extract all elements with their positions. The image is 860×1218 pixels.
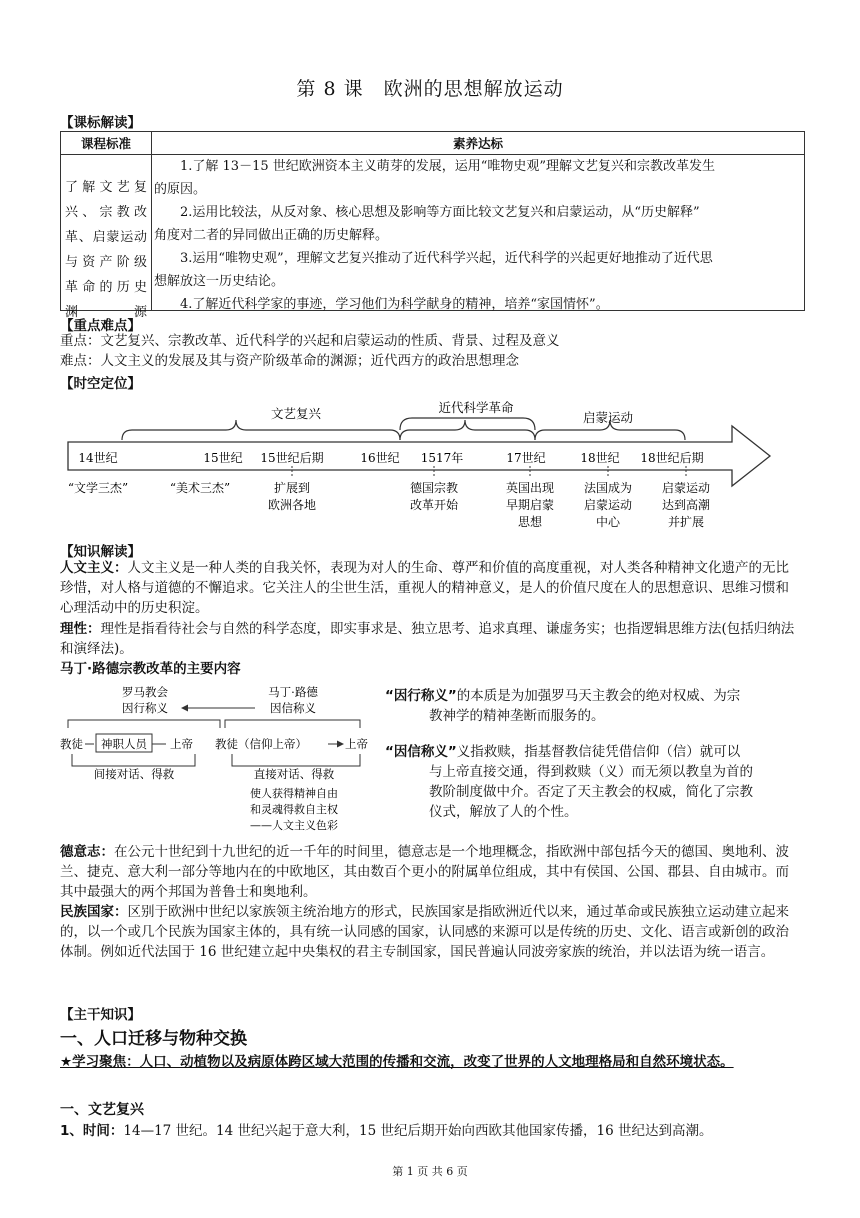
- timeline-event-label: 并扩展: [667, 515, 705, 529]
- curriculum-table: [60, 131, 805, 320]
- luther-note-3: ——人文主义色彩: [250, 819, 338, 832]
- timeline-event-label: “美术三杰”: [169, 481, 231, 495]
- timeline-event-label: 早期启蒙: [505, 498, 555, 512]
- timeline-tick-label: 17世纪: [506, 451, 546, 465]
- time-paragraph: [60, 1121, 802, 1141]
- table-right-line: 1.了解 13－15 世纪欧洲资本主义萌芽的发展，运用“唯物史观”理解文艺复兴和宗教改革发生: [154, 159, 716, 174]
- yinxin-line-1: 义指救赎，指基督教信徒凭借信仰（信）就可以: [456, 744, 741, 760]
- timeline-event-label: 扩展到: [273, 481, 311, 495]
- yinxing-term: “因行称义”: [385, 688, 457, 704]
- deyizhi-text: 在公元十世纪到十九世纪的近一千年的时间里，德意志是一个地理概念，指欧洲中部包括今天的德国、奥地利、波兰、捷克、意大利一部分等地内在的中欧地区，其由数百个更小的附属单位组成，其中有侯国、公国、郡县、自由城市。而其中最强大的两个邦国为普鲁士和奥地利。: [60, 844, 789, 900]
- heading-wenyi: 一、文艺复兴: [60, 1102, 144, 1118]
- brace-label-wenyi: 文艺复兴: [270, 406, 322, 421]
- section-zhugan: 【主干知识】: [60, 1007, 141, 1023]
- timeline-tick-label: 15世纪: [203, 451, 243, 465]
- table-right-line: 4.了解近代科学家的事迹，学习他们为科学献身的精神，培养“家国情怀”。: [154, 297, 609, 312]
- yinxin-line-2: 与上帝直接交通，得到救赎（义）而无须以教皇为首的: [429, 764, 753, 780]
- table-right-line: 的原因。: [154, 182, 207, 197]
- luther-right-jiaotu: 教徒（信仰上帝）: [215, 737, 307, 751]
- yinxin-line-4: 仪式，解放了人的个性。: [429, 804, 578, 820]
- lixing-paragraph: [60, 619, 802, 659]
- brace-label-kexue: 近代科学革命: [438, 400, 514, 415]
- timeline-event-label: 欧洲各地: [267, 498, 317, 512]
- page-footer: 第 1 页 共 6 页: [392, 1165, 468, 1178]
- timeline-event-label: 思想: [517, 515, 543, 529]
- timeline-event-label: 达到高潮: [661, 498, 711, 512]
- timeline-event-label: “文学三杰”: [67, 481, 129, 495]
- yinxing-line-2: 教神学的精神垄断而服务的。: [429, 708, 605, 724]
- heading-renkou: 一、人口迁移与物种交换: [60, 1029, 247, 1049]
- luther-left-bottom: 间接对话、得救: [93, 767, 175, 781]
- timeline-event-label: 德国宗教: [409, 481, 459, 495]
- lixing-text: 理性是指看待社会与自然的科学态度，即实事求是、独立思考、追求真理、谦虚务实；也指逻辑思维方法(包括归纳法和演绎法)。: [60, 621, 795, 657]
- brace-kexue: [400, 420, 535, 440]
- timeline-event-label: 启蒙运动: [583, 498, 633, 512]
- timeline-tick-label: 18世纪后期: [640, 451, 704, 465]
- luther-right-top-1: 马丁·路德: [268, 685, 318, 699]
- deyizhi-term: 德意志：: [60, 844, 114, 860]
- table-head-right: 素养达标: [152, 132, 805, 155]
- table-right-line: 角度对二者的异同做出正确的历史解释。: [154, 228, 389, 243]
- table-right-line: 3.运用“唯物史观”，理解文艺复兴推动了近代科学兴起，近代科学的兴起更好地推动了近代思: [154, 251, 713, 266]
- yinxin-block: [385, 742, 803, 822]
- minzu-paragraph: [60, 902, 802, 962]
- timeline-event-label: 中心: [595, 515, 621, 529]
- luther-heading: 马丁·路德宗教改革的主要内容: [60, 661, 241, 677]
- yinxin-line-3: 教阶制度做中介。否定了天主教会的权威，简化了宗教: [429, 784, 753, 800]
- focus-text: ★学习聚焦：人口、动植物以及病原体跨区域大范围的传播和交流，改变了世界的人文地理格局和自然环境状态。: [60, 1054, 734, 1070]
- minzu-term: 民族国家：: [60, 904, 128, 920]
- table-left-line: 兴、宗教改: [65, 205, 147, 220]
- time-label: 1、时间：: [60, 1123, 124, 1139]
- timeline-tick-label: 16世纪: [360, 451, 400, 465]
- zhongdian-text: 重点：文艺复兴、宗教改革、近代科学的兴起和启蒙运动的性质、背景、过程及意义: [60, 333, 560, 349]
- timeline-event-label: 法国成为: [583, 481, 633, 495]
- timeline-event-label: 英国出现: [505, 481, 555, 495]
- yinxing-line-1: 的本质是为加强罗马天主教会的绝对权威、为宗: [456, 688, 741, 704]
- time-text: 14—17 世纪。14 世纪兴起于意大利，15 世纪后期开始向西欧其他国家传播，16 世纪达到高潮。: [123, 1123, 713, 1139]
- timeline-diagram: [60, 392, 780, 540]
- table-left-line: 与资产阶级: [65, 255, 147, 270]
- renwen-paragraph: [60, 558, 802, 618]
- luther-left-top-2: 因行称义: [122, 701, 168, 715]
- luther-right-god: 上帝: [345, 737, 368, 751]
- luther-note-1: 使人获得精神自由: [250, 787, 338, 800]
- luther-diagram: [60, 682, 380, 832]
- table-right-line: 想解放这一历史结论。: [154, 274, 285, 289]
- timeline-tick-label: 15世纪后期: [260, 451, 324, 465]
- table-left-line: 革、启蒙运动: [65, 230, 147, 245]
- section-zhishi: 【知识解读】: [60, 544, 141, 560]
- table-left-line: 了解文艺复: [65, 180, 147, 195]
- page-title: 第 8 课 欧洲的思想解放运动: [296, 78, 564, 100]
- renwen-text: 人文主义是一种人类的自我关怀，表现为对人的生命、尊严和价值的高度重视，对人类各种精神文化遗产的无比珍惜，对人格与道德的不懈追求。它关注人的尘世生活，重视人的精神意义，是人的价值尺度在人的思想意识、思维习惯和心理活动中的历史积淀。: [60, 560, 789, 616]
- luther-left-clergy: 神职人员: [101, 737, 147, 751]
- yinxin-term: “因信称义”: [385, 744, 457, 760]
- timeline-event-label: 启蒙运动: [661, 481, 711, 495]
- luther-left-jiaotu: 教徒: [60, 737, 83, 751]
- yinxing-block: [385, 686, 803, 726]
- luther-left-top-1: 罗马教会: [122, 685, 168, 699]
- minzu-text: 区别于欧洲中世纪以家族领主统治地方的形式，民族国家是指欧洲近代以来，通过革命或民族独立运动建立起来的，以一个或几个民族为国家主体的，具有统一认同感的国家，认同感的来源可以是传统的历史、文化、语言或新创的政治体制。例如近代法国于 16 世纪建立起中央集权的君主专制国家，国民普遍认同波旁家族的统治，并以法语为统一语言。: [60, 904, 789, 960]
- luther-left-god: 上帝: [170, 737, 193, 751]
- timeline-tick-label: 1517年: [420, 451, 464, 465]
- timeline-tick-label: 14世纪: [78, 451, 118, 465]
- deyizhi-paragraph: [60, 842, 802, 902]
- section-shikong: 【时空定位】: [60, 376, 141, 392]
- nandian-text: 难点：人文主义的发展及其与资产阶级革命的渊源；近代西方的政治思想理念: [60, 353, 519, 369]
- table-right-cell: [152, 155, 805, 311]
- brace-label-qimeng: 启蒙运动: [582, 410, 634, 425]
- table-left-line: 革命的历史: [65, 280, 147, 295]
- timeline-tick-label: 18世纪: [580, 451, 620, 465]
- renwen-term: 人文主义：: [60, 560, 128, 576]
- section-kebiao: 【课标解读】: [60, 115, 141, 131]
- brace-wenyi: [122, 420, 400, 440]
- table-right-line: 2.运用比较法，从反对象、核心思想及影响等方面比较文艺复兴和启蒙运动，从“历史解释”: [154, 205, 700, 220]
- lixing-term: 理性：: [60, 621, 101, 637]
- timeline-event-label: 改革开始: [409, 498, 459, 512]
- section-zhongdian: 【重点难点】: [60, 318, 141, 334]
- table-left-line: 渊源: [65, 305, 147, 320]
- luther-note-2: 和灵魂得救自主权: [250, 803, 338, 816]
- luther-right-bottom: 直接对话、得救: [253, 767, 335, 781]
- table-head-left: 课程标准: [61, 132, 152, 155]
- luther-right-top-2: 因信称义: [270, 701, 316, 715]
- table-left-cell: [61, 155, 152, 320]
